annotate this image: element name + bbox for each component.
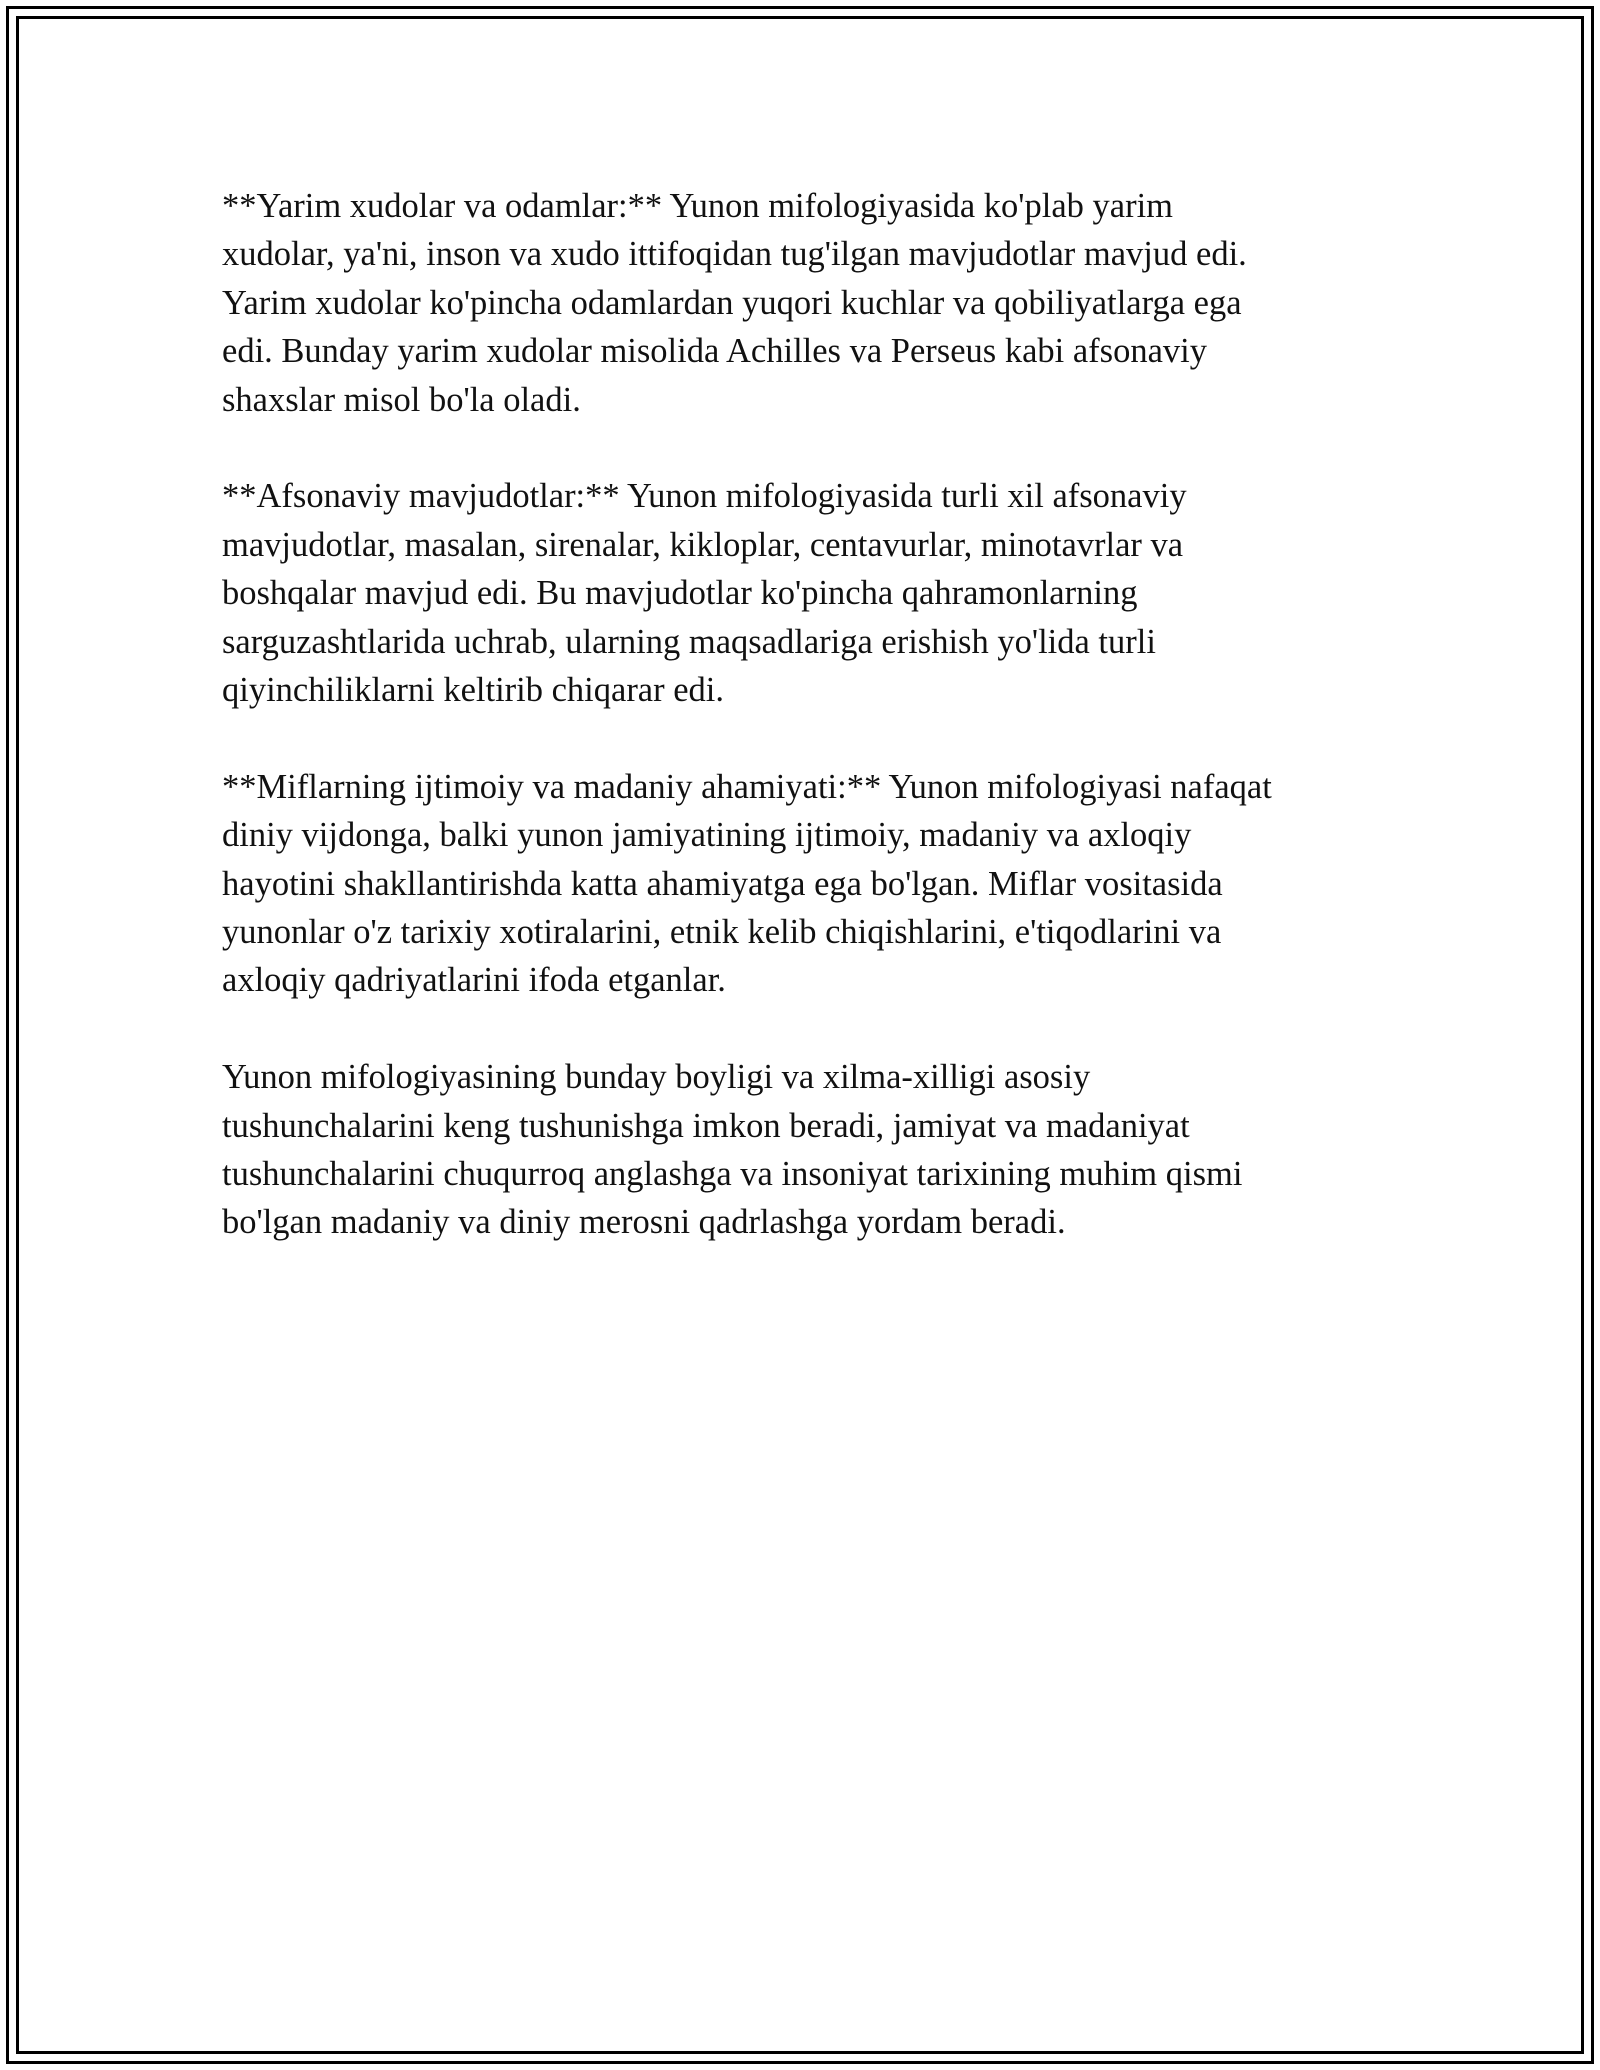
paragraph-mythical-creatures xyxy=(222,472,1372,714)
text-line: boshqalar mavjud edi. Bu mavjudotlar ko'pincha qahramonlarning xyxy=(222,574,1138,613)
text-line: **Afsonaviy mavjudotlar:** Yunon mifologiyasida turli xil afsonaviy xyxy=(222,477,1187,516)
text-line: xudolar, ya'ni, inson va xudo ittifoqidan tug'ilgan mavjudotlar mavjud edi. xyxy=(222,235,1247,274)
text-line: yunonlar o'z tarixiy xotiralarini, etnik kelib chiqishlarini, e'tiqodlarini va xyxy=(222,913,1222,952)
text-line: bo'lgan madaniy va diniy merosni qadrlashga yordam beradi. xyxy=(222,1203,1066,1242)
paragraph-social-cultural-significance xyxy=(222,763,1372,1005)
text-line: tushunchalarini chuqurroq anglashga va insoniyat tarixining muhim qismi xyxy=(222,1155,1243,1194)
text-line: **Miflarning ijtimoiy va madaniy ahamiyati:** Yunon mifologiyasi nafaqat xyxy=(222,767,1272,806)
text-line: axloqiy qadriyatlarini ifoda etganlar. xyxy=(222,961,726,1000)
text-line: qiyinchiliklarni keltirib chiqarar edi. xyxy=(222,671,725,710)
text-line: edi. Bunday yarim xudolar misolida Achilles va Perseus kabi afsonaviy xyxy=(222,332,1207,371)
text-line: hayotini shakllantirishda katta ahamiyatga ega bo'lgan. Miflar vositasida xyxy=(222,864,1223,903)
paragraph-demigods xyxy=(222,182,1372,424)
text-line: tushunchalarini keng tushunishga imkon beradi, jamiyat va madaniyat xyxy=(222,1106,1190,1145)
text-line: Yarim xudolar ko'pincha odamlardan yuqori kuchlar va qobiliyatlarga ega xyxy=(222,283,1242,322)
document-body xyxy=(222,182,1372,1247)
text-line: shaxslar misol bo'la oladi. xyxy=(222,380,581,419)
text-line: sarguzashtlarida uchrab, ularning maqsadlariga erishish yo'lida turli xyxy=(222,622,1156,661)
text-line: Yunon mifologiyasining bunday boyligi va xilma-xilligi asosiy xyxy=(222,1058,1091,1097)
paragraph-conclusion xyxy=(222,1053,1372,1247)
text-line: mavjudotlar, masalan, sirenalar, kikloplar, centavurlar, minotavrlar va xyxy=(222,525,1184,564)
text-line: **Yarim xudolar va odamlar:** Yunon mifologiyasida ko'plab yarim xyxy=(222,187,1173,225)
text-line: diniy vijdonga, balki yunon jamiyatining ijtimoiy, madaniy va axloqiy xyxy=(222,816,1192,855)
